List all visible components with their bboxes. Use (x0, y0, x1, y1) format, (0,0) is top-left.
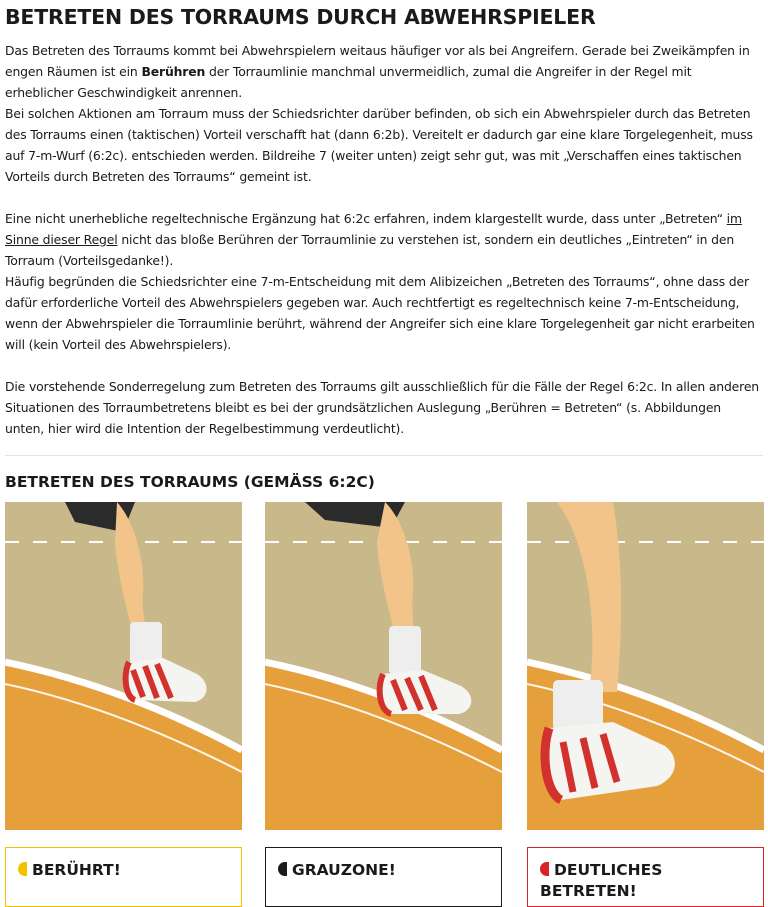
card-touched (5, 847, 242, 907)
yellow-half-circle-icon (18, 862, 27, 876)
paragraph-1-text-a: Das Betreten des Torraums kommt bei Abwehrspielern weitaus häufiger vor als bei Angreifern. Gerade bei Zweikämpfen in engen Räumen ist ein (5, 43, 750, 79)
red-half-circle-icon (540, 862, 549, 876)
rule-link[interactable]: im Sinne dieser Regel (5, 211, 742, 247)
paragraph-1 (5, 40, 763, 103)
paragraph-4: Häufig begründen die Schiedsrichter eine 7-m-Entscheidung mit dem Alibizeichen „Betreten des Torraums“, ohne dass der dafür erforderliche Vorteil des Abwehrspielers gegeben war. Auch rechtfertigt es regeltechnisch keine 7-m-Entscheidung, wenn der Abwehrspieler die Torraumlinie berührt, während der Angreifer sich eine klare Torgelegenheit gar nicht erarbeiten will (kein Vorteil des Abwehrspielers). (5, 274, 755, 352)
illustration-grey-zone (265, 502, 502, 830)
paragraph-3-text-a: Eine nicht unerhebliche regeltechnische Ergänzung hat 6:2c erfahren, indem klargestellt wurde, dass unter „Betreten“ (5, 211, 727, 226)
paragraph-5: Die vorstehende Sonderregelung zum Betreten des Torraums gilt ausschließlich für die Fälle der Regel 6:2c. In allen anderen Situationen des Torraumbetretens bleibt es bei der grundsätzlichen Auslegung „Berühren = Betreten“ (s. Abbildungen unten, hier wird die Intention der Regelbestimmung verdeutlicht). (5, 379, 760, 436)
card-grey-zone (265, 847, 502, 907)
paragraph-1-bold: Berühren (141, 64, 206, 79)
black-half-circle-icon (278, 862, 287, 876)
section-divider (5, 455, 763, 456)
paragraph-1-text-b: der Torraumlinie manchmal unvermeidlich, zumal die Angreifer in der Regel mit erheblicher Geschwindigkeit anrennen. (5, 64, 692, 100)
card-clear-entry-label: DEUTLICHES BETRETEN! (540, 861, 663, 900)
illustration-clear-entry (527, 502, 764, 830)
article (5, 0, 763, 456)
foot-on-line-illustration (5, 502, 242, 830)
card-touched-label: BERÜHRT! (32, 861, 121, 879)
article-body (5, 40, 763, 439)
paragraph-3-text-b: nicht das bloße Berühren der Torraumlinie zu verstehen ist, sondern ein deutliches „Eintreten“ in den Torraum (Vorteilsgedanke!). (5, 232, 735, 268)
paragraph-2: Bei solchen Aktionen am Torraum muss der Schiedsrichter darüber befinden, ob sich ein Abwehrspieler durch das Betreten des Torraums einen (taktischen) Vorteil verschafft hat (dann 6:2b). Vereitelt er dadurch gar eine klare Torgelegenheit, muss auf 7-m-Wurf (6:2c). entschieden werden. Bildreihe 7 (weiter unten) zeigt sehr gut, was mit „Verschaffen eines taktischen Vorteils durch Betreten des Torraums“ gemeint ist. (5, 106, 753, 184)
paragraph-3 (5, 208, 763, 271)
illustration-touching (5, 502, 242, 830)
page-title: BETRETEN DES TORRAUMS DURCH ABWEHRSPIELER (5, 5, 596, 29)
foot-inside-area-illustration (527, 502, 764, 830)
foot-partly-inside-illustration (265, 502, 502, 830)
card-grey-zone-label: GRAUZONE! (292, 861, 396, 879)
card-clear-entry (527, 847, 764, 907)
section-title: BETRETEN DES TORRAUMS (GEMÄSS 6:2C) (5, 473, 375, 491)
